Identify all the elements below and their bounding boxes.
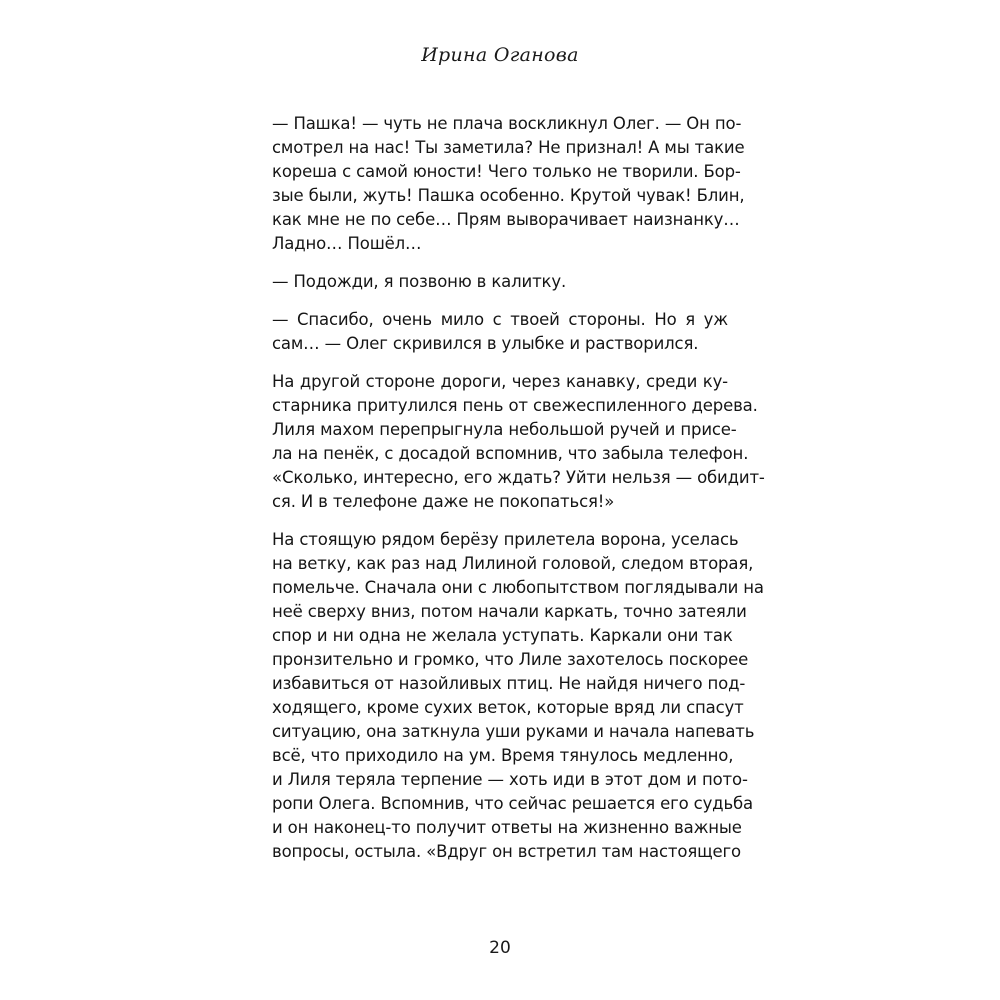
paragraph [272, 370, 765, 514]
text-line: смотрел на нас! Ты заметила? Не признал! А мы такие [272, 138, 745, 157]
text-line: кореша с самой юности! Чего только не творили. Бор- [272, 162, 741, 181]
text-line: и он наконец-то получит ответы на жизненно важные [272, 818, 742, 837]
text-line: Лиля махом перепрыгнула небольшой ручей и присе- [272, 420, 737, 439]
text-line: ла на пенёк, с досадой вспомнив, что забыла телефон. [272, 444, 749, 463]
paragraph [272, 308, 728, 356]
text-line: и Лиля теряла терпение — хоть иди в этот дом и пото- [272, 770, 748, 789]
paragraph [272, 528, 764, 864]
text-line: помельче. Сначала они с любопытством поглядывали на [272, 578, 764, 597]
text-line: спор и ни одна не желала уступать. Каркали они так [272, 626, 733, 645]
text-line: как мне не по себе… Прям выворачивает наизнанку… [272, 210, 740, 229]
text-line: На стоящую рядом берёзу прилетела ворона, уселась [272, 530, 739, 549]
text-line: ропи Олега. Вспомнив, что сейчас решается его судьба [272, 794, 754, 813]
text-line: ходящего, кроме сухих веток, которые вряд ли спасут [272, 698, 744, 717]
text-line: — Пашка! — чуть не плача воскликнул Олег. — Он по- [272, 114, 742, 133]
text-line: сам… — Олег скривился в улыбке и растворился. [272, 334, 699, 353]
text-line: на ветку, как раз над Лилиной головой, следом вторая, [272, 554, 754, 573]
text-line: зые были, жуть! Пашка особенно. Крутой чувак! Блин, [272, 186, 745, 205]
paragraphs-container [272, 112, 765, 864]
text-line: «Сколько, интересно, его ждать? Уйти нельзя — обидит- [272, 468, 765, 487]
text-line: пронзительно и громко, что Лиле захотелось поскорее [272, 650, 749, 669]
text-line: — Подожди, я позвоню в калитку. [272, 272, 567, 291]
text-line: Ладно… Пошёл… [272, 234, 422, 253]
text-line: вопросы, остыла. «Вдруг он встретил там настоящего [272, 842, 741, 861]
paragraph [272, 112, 745, 256]
paragraph [272, 270, 728, 294]
text-line: избавиться от назойливых птиц. Не найдя ничего под- [272, 674, 746, 693]
text-line: неё сверху вниз, потом начали каркать, точно затеяли [272, 602, 747, 621]
text-line: старника притулился пень от свежеспиленного дерева. [272, 396, 758, 415]
text-line: ситуацию, она заткнула уши руками и начала напевать [272, 722, 755, 741]
page-number: 20 [489, 938, 511, 958]
running-head-author: Ирина Оганова [421, 44, 579, 66]
text-line: ся. И в телефоне даже не покопаться!» [272, 492, 615, 511]
text-line: всё, что приходило на ум. Время тянулось медленно, [272, 746, 734, 765]
text-line: На другой стороне дороги, через канавку, среди ку- [272, 372, 728, 391]
body-text [272, 112, 765, 878]
text-line: — Спасибо, очень мило с твоей стороны. Но я уж [272, 310, 728, 329]
